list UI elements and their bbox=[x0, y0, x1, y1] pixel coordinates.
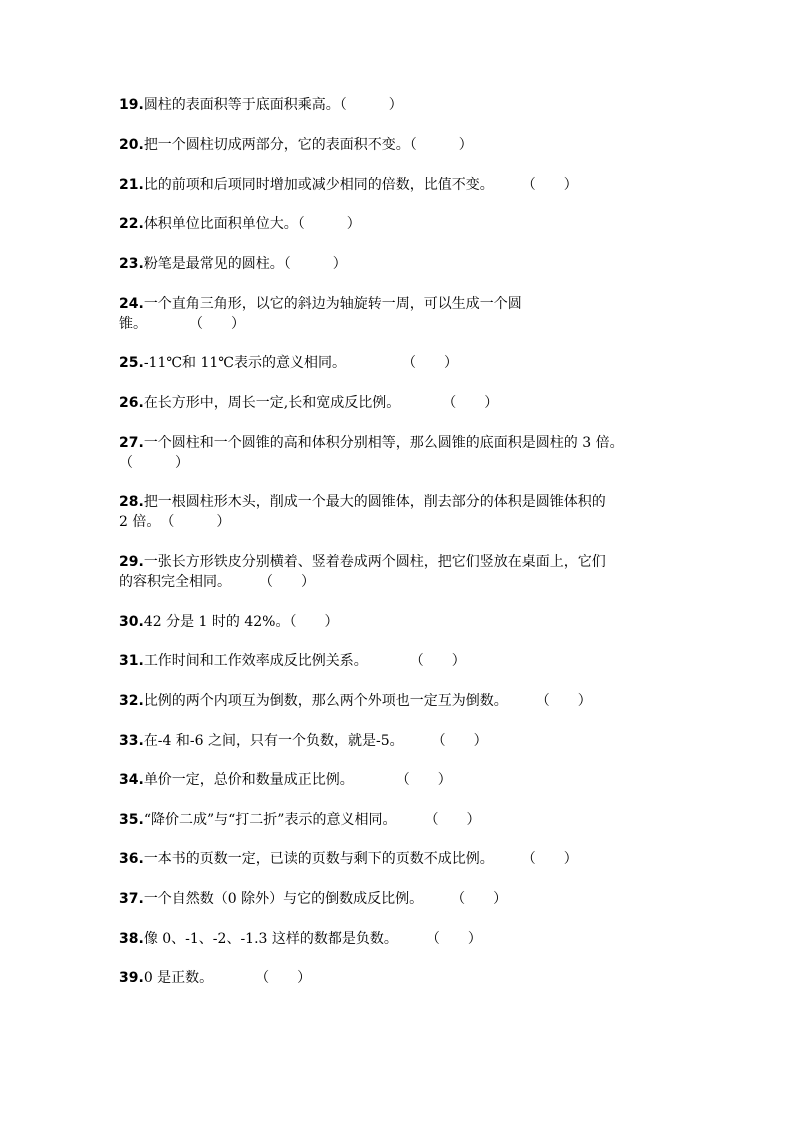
question-27 bbox=[119, 433, 719, 473]
question-text: 0 是正数。 （ ） bbox=[143, 970, 312, 986]
question-text: “降价二成”与“打二折”表示的意义相同。 （ ） bbox=[143, 812, 481, 828]
question-26 bbox=[119, 393, 719, 413]
question-21 bbox=[119, 175, 719, 195]
question-number: 33. bbox=[119, 733, 144, 749]
question-22 bbox=[119, 214, 719, 234]
question-30 bbox=[119, 612, 719, 632]
question-35 bbox=[119, 810, 719, 830]
question-20 bbox=[119, 135, 719, 155]
question-number: 34. bbox=[119, 772, 144, 788]
question-text: 在长方形中，周长一定,长和宽成反比例。 （ ） bbox=[143, 395, 499, 411]
question-24 bbox=[119, 294, 719, 334]
question-text-continued: （ ） bbox=[119, 455, 189, 471]
question-text: 一个直角三角形，以它的斜边为轴旋转一周，可以生成一个圆 bbox=[143, 296, 522, 312]
question-38 bbox=[119, 929, 719, 949]
question-number: 26. bbox=[119, 395, 144, 411]
question-text: 一张长方形铁皮分别横着、竖着卷成两个圆柱，把它们竖放在桌面上，它们 bbox=[143, 554, 606, 570]
question-text: 像 0、-1、-2、-1.3 这样的数都是负数。 （ ） bbox=[143, 931, 482, 947]
question-text: 一个自然数（0 除外）与它的倒数成反比例。 （ ） bbox=[143, 891, 508, 907]
question-text: 单价一定，总价和数量成正比例。 （ ） bbox=[143, 772, 452, 788]
question-text: 粉笔是最常见的圆柱。（ ） bbox=[143, 256, 347, 272]
question-text: 比例的两个内项互为倒数，那么两个外项也一定互为倒数。 （ ） bbox=[143, 693, 592, 709]
question-text-continued: 锥。 （ ） bbox=[119, 316, 245, 332]
question-number: 20. bbox=[119, 137, 144, 153]
question-29 bbox=[119, 552, 719, 592]
question-number: 28. bbox=[119, 494, 144, 510]
question-number: 19. bbox=[119, 97, 144, 113]
question-37 bbox=[119, 889, 719, 909]
question-31 bbox=[119, 651, 719, 671]
question-text: 把一根圆柱形木头，削成一个最大的圆锥体，削去部分的体积是圆锥体积的 bbox=[143, 494, 606, 510]
question-text-continued: 2 倍。 （ ） bbox=[119, 514, 231, 530]
question-text: 把一个圆柱切成两部分，它的表面积不变。（ ） bbox=[143, 137, 473, 153]
question-number: 21. bbox=[119, 177, 144, 193]
question-text: -11℃和 11℃表示的意义相同。 （ ） bbox=[143, 355, 458, 371]
question-19 bbox=[119, 95, 719, 115]
question-33 bbox=[119, 731, 719, 751]
question-number: 22. bbox=[119, 216, 144, 232]
question-number: 30. bbox=[119, 614, 144, 630]
question-28 bbox=[119, 492, 719, 532]
question-number: 24. bbox=[119, 296, 144, 312]
question-number: 35. bbox=[119, 812, 144, 828]
question-23 bbox=[119, 254, 719, 274]
question-number: 37. bbox=[119, 891, 144, 907]
question-text-continued: 的容积完全相同。 （ ） bbox=[119, 574, 315, 590]
question-number: 39. bbox=[119, 970, 144, 986]
question-text: 在-4 和-6 之间，只有一个负数，就是-5。 （ ） bbox=[143, 733, 488, 749]
question-39 bbox=[119, 968, 719, 988]
question-34 bbox=[119, 770, 719, 790]
question-text: 42 分是 1 时的 42%。（ ） bbox=[143, 614, 339, 630]
question-number: 38. bbox=[119, 931, 144, 947]
question-25 bbox=[119, 353, 719, 373]
question-text: 一个圆柱和一个圆锥的高和体积分别相等，那么圆锥的底面积是圆柱的 3 倍。 bbox=[143, 435, 624, 451]
question-number: 31. bbox=[119, 653, 144, 669]
question-text: 圆柱的表面积等于底面积乘高。（ ） bbox=[143, 97, 403, 113]
question-36 bbox=[119, 849, 719, 869]
question-text: 一本书的页数一定，已读的页数与剩下的页数不成比例。 （ ） bbox=[143, 851, 578, 867]
question-number: 23. bbox=[119, 256, 144, 272]
question-number: 36. bbox=[119, 851, 144, 867]
question-text: 体积单位比面积单位大。（ ） bbox=[143, 216, 361, 232]
question-number: 32. bbox=[119, 693, 144, 709]
question-32 bbox=[119, 691, 719, 711]
question-number: 29. bbox=[119, 554, 144, 570]
question-text: 比的前项和后项同时增加或减少相同的倍数，比值不变。 （ ） bbox=[143, 177, 578, 193]
question-number: 27. bbox=[119, 435, 144, 451]
question-text: 工作时间和工作效率成反比例关系。 （ ） bbox=[143, 653, 466, 669]
question-number: 25. bbox=[119, 355, 144, 371]
